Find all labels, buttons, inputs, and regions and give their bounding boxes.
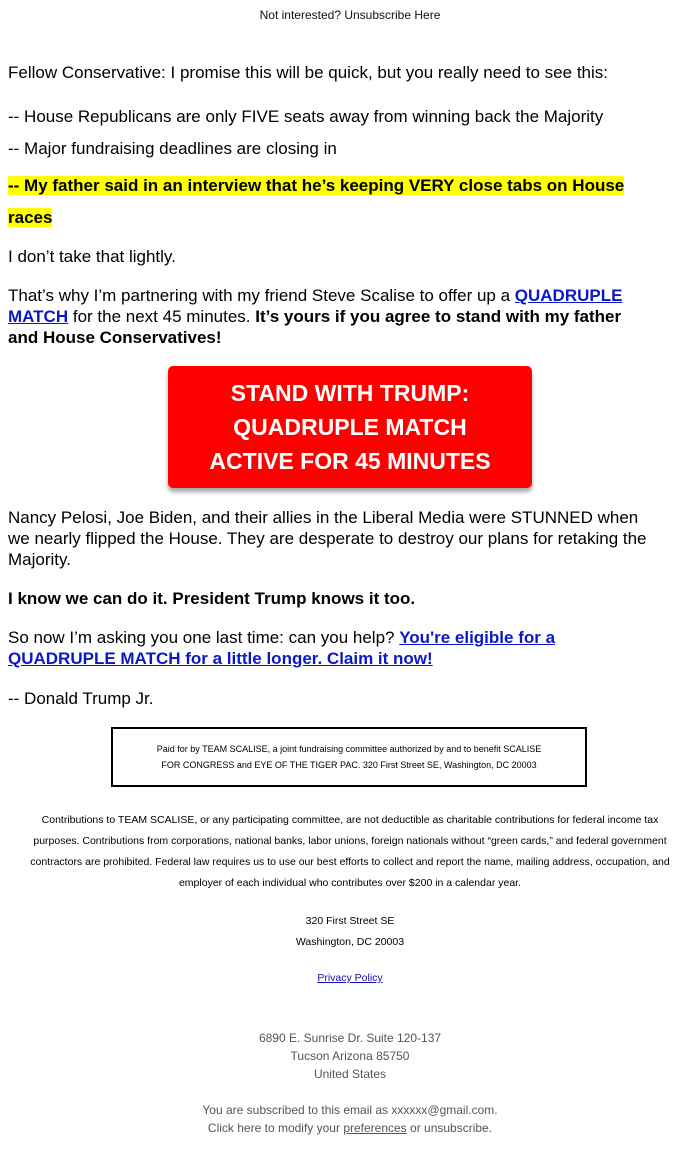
paid-for-box (111, 727, 587, 787)
partner-prefix: That’s why I’m partnering with my friend Steve Scalise to offer up a (8, 286, 515, 305)
subscription-info (0, 1101, 700, 1137)
privacy-policy-link[interactable]: Privacy Policy (317, 972, 383, 984)
highlighted-text-line1: -- My father said in an interview that he’s keeping VERY close tabs on House (8, 176, 625, 195)
cta-line2: QUADRUPLE MATCH (233, 414, 467, 440)
disclaimer-line3: contractors are prohibited. Federal law requires us to use our best efforts to collect and report the name, mailing address, occupation, and (30, 856, 670, 868)
ask-paragraph (8, 627, 692, 669)
pelosi-line1: Nancy Pelosi, Joe Biden, and their allies in the Liberal Media were STUNNED when (8, 508, 639, 527)
mailing-address (0, 1029, 700, 1083)
partner-paragraph (8, 285, 692, 348)
highlighted-text-line2: races (8, 208, 53, 227)
paid-for-line2: FOR CONGRESS and EYE OF THE TIGER PAC. 320 First Street SE, Washington, DC 20003 (161, 760, 537, 770)
modify-prefix: Click here to modify your (207, 1121, 344, 1135)
mail-address-line3: United States (313, 1067, 387, 1081)
signature: -- Donald Trump Jr. (8, 689, 154, 708)
address-line1: 320 First Street SE (305, 915, 395, 927)
quadruple-match-link-2[interactable]: MATCH (8, 307, 69, 326)
privacy-policy-container (0, 972, 700, 984)
disclaimer-line4: employer of each individual who contributes over $200 in a calendar year. (178, 877, 522, 889)
bullet-highlighted (8, 170, 692, 234)
stand-with-trump-button[interactable] (168, 366, 532, 488)
mail-address-line2: Tucson Arizona 85750 (290, 1049, 410, 1063)
preferences-link[interactable]: preferences (343, 1121, 407, 1135)
lightly-text: I don’t take that lightly. (8, 247, 176, 266)
bullet-majority: -- House Republicans are only FIVE seats away from winning back the Majority (8, 107, 604, 126)
disclaimer-line1: Contributions to TEAM SCALISE, or any participating committee, are not deductible as charitable contributions for federal income tax (41, 814, 659, 826)
modify-suffix: or unsubscribe. (406, 1121, 493, 1135)
quadruple-match-link[interactable]: QUADRUPLE (514, 286, 623, 305)
address-line2: Washington, DC 20003 (295, 936, 405, 948)
partner-bold-2: and House Conservatives! (8, 328, 222, 347)
pelosi-line2: we nearly flipped the House. They are desperate to destroy our plans for retaking the (8, 529, 647, 548)
cta-line1: STAND WITH TRUMP: (230, 380, 470, 406)
committee-address (0, 911, 700, 953)
mail-address-line1: 6890 E. Sunrise Dr. Suite 120-137 (258, 1031, 442, 1045)
pelosi-line3: Majority. (8, 550, 71, 569)
partner-bold-1: It’s yours if you agree to stand with my father (255, 307, 622, 326)
unsubscribe-link[interactable]: Not interested? Unsubscribe Here (259, 8, 441, 22)
claim-now-link[interactable]: QUADRUPLE MATCH for a little longer. Claim it now! (8, 649, 433, 668)
partner-middle: for the next 45 minutes. (68, 307, 256, 326)
eligible-link[interactable]: You're eligible for a (399, 628, 556, 647)
disclaimer-line2: purposes. Contributions from corporations, national banks, labor unions, foreign nationals without “green cards,” and federal government (33, 835, 667, 847)
cta-line3: ACTIVE FOR 45 MINUTES (209, 448, 491, 474)
paid-for-line1: Paid for by TEAM SCALISE, a joint fundraising committee authorized by and to benefit SCALISE (156, 744, 542, 754)
ask-prefix: So now I’m asking you one last time: can you help? (8, 628, 400, 647)
bullet-deadlines: -- Major fundraising deadlines are closing in (8, 139, 337, 158)
contributions-disclaimer (10, 810, 690, 894)
pelosi-paragraph (8, 507, 692, 570)
greeting-text: Fellow Conservative: I promise this will be quick, but you really need to see this: (8, 63, 608, 82)
subscribed-text: You are subscribed to this email as xxxxxx@gmail.com. (202, 1103, 498, 1117)
know-text: I know we can do it. President Trump knows it too. (8, 589, 416, 608)
